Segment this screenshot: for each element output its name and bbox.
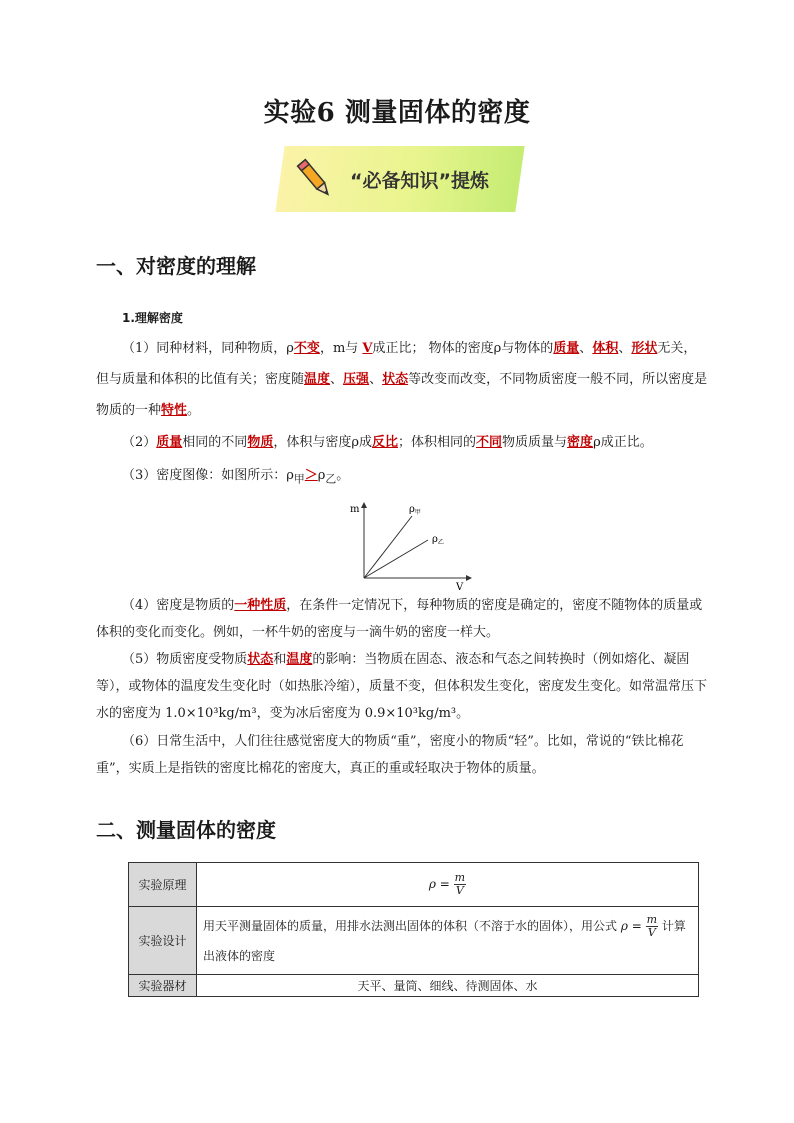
y-axis-arrow [361,502,367,508]
principle-formula: ρ = $\frac{m}{V}$ [197,863,699,907]
line-jia-label: $\rho_甲$ [409,504,421,516]
subheading: 1.理解密度 [122,311,183,325]
experiment-table [128,862,699,997]
page-title: 实验6 测量固体的密度 [263,98,531,128]
row-label-equipment: 实验器材 [129,975,197,997]
row-label-principle: 实验原理 [129,863,197,907]
x-axis-label: V [456,582,464,592]
y-axis-label: m [350,504,360,515]
paragraph-2: （2）质量相同的不同物质，体积与密度ρ成反比；体积相同的不同物质质量与密度ρ成正比。 [122,435,653,450]
equipment-text: 天平、量筒、细线、待测固体、水 [197,975,699,997]
paragraph-1: （1）同种材料，同种物质，ρ不变，m与 V成正比； 物体的密度ρ与物体的质量、体积、形状无关，但与质量和体积的比值有关；密度随温度、压强、状态等改变而改变，不同物质密度一般不同，所以密度是物质的一种特性。 [96,341,708,418]
design-text: 用天平测量固体的质量，用排水法测出固体的体积（不溶于水的固体），用公式 ρ = $\frac{m}{V}$ 计算出液体的密度 [197,907,699,975]
pencil-icon [290,154,340,204]
paragraph-5: （5）物质密度受物质状态和温度的影响：当物质在固态、液态和气态之间转换时（例如熔化、凝固等），或物体的温度发生变化时（如热胀冷缩），质量不变，但体积发生变化，密度发生变化。如常温常压下水的密度为 1.0×10³kg/m³，变为冰后密度为 0.9×10³kg/m³。 [96,652,708,721]
density-graph [344,500,474,592]
table-row [129,907,699,975]
paragraph-4: （4）密度是物质的一种性质，在条件一定情况下，每种物质的密度是确定的，密度不随物体的质量或体积的变化而变化。例如，一杯牛奶的密度与一滴牛奶的密度一样大。 [96,598,703,640]
paragraph-3: （3）密度图像：如图所示：$\rho_甲>\rho_乙$。 [122,468,350,486]
section-heading-1: 一、对密度的理解 [96,254,256,278]
x-axis-arrow [466,575,472,581]
row-label-design: 实验设计 [129,907,197,975]
banner-text: “必备知识”提炼 [350,170,489,192]
line-yi-label: $\rho_乙$ [432,534,444,546]
table-row [129,975,699,997]
section-heading-2: 二、测量固体的密度 [96,818,276,842]
paragraph-6: （6）日常生活中，人们往往感觉密度大的物质“重”，密度小的物质“轻”。比如，常说的“铁比棉花重”，实质上是指铁的密度比棉花的密度大，真正的重或轻取决于物体的质量。 [96,734,684,776]
line-yi [364,540,428,578]
line-jia [364,516,412,578]
section-banner [272,146,524,212]
table-row [129,863,699,907]
